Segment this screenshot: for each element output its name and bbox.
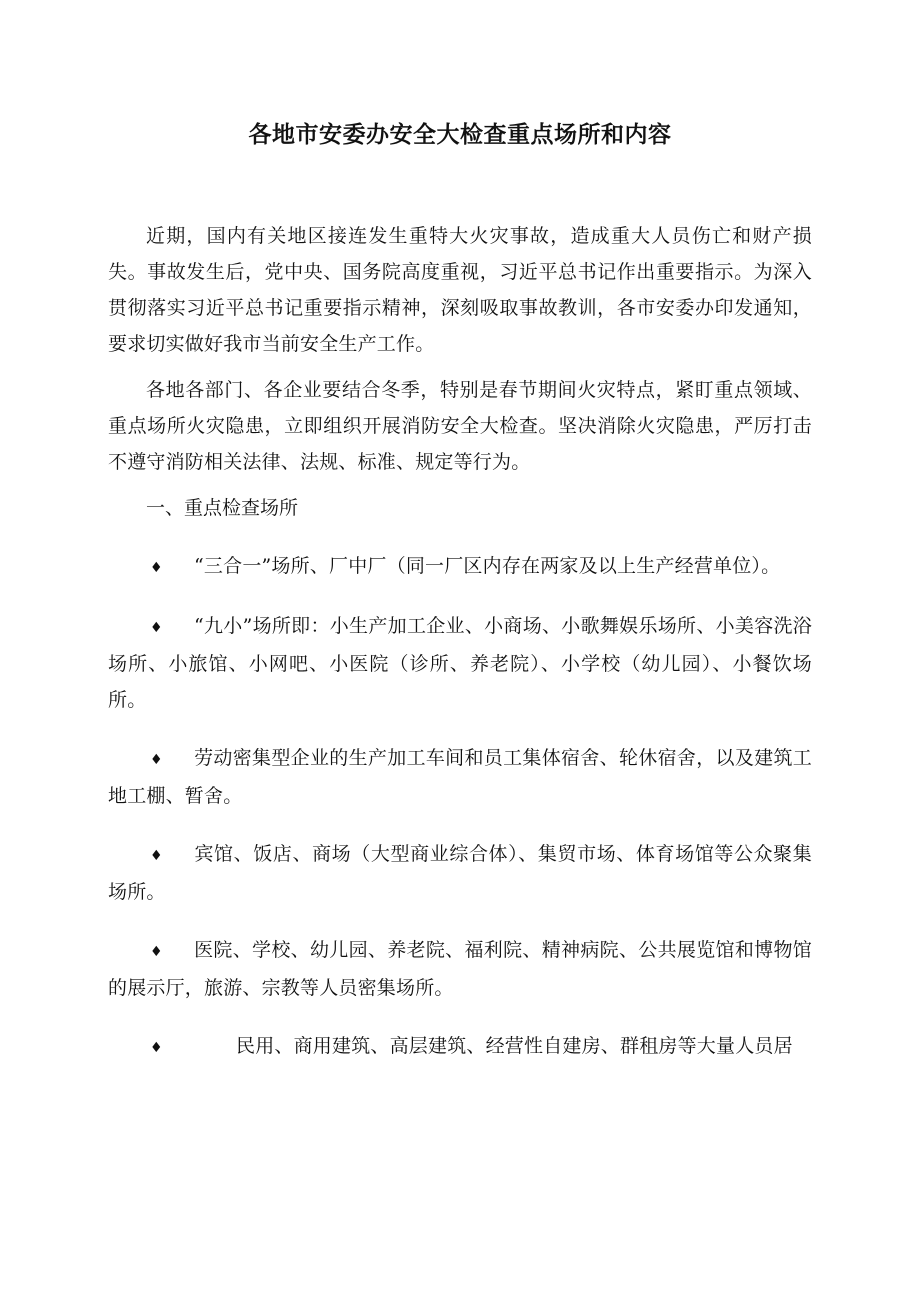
list-item <box>108 836 812 910</box>
list-item <box>108 932 812 1006</box>
diamond-bullet-icon: ♦ <box>150 620 163 636</box>
diamond-bullet-icon: ♦ <box>150 1040 163 1056</box>
diamond-bullet-icon: ♦ <box>150 944 163 960</box>
diamond-bullet-icon: ♦ <box>150 752 163 768</box>
list-item-text: “三合一”场所、厂中厂（同一厂区内存在两家及以上生产经营单位）。 <box>194 555 781 577</box>
list-item-text: 民用、商用建筑、高层建筑、经营性自建房、群租房等大量人员居 <box>236 1035 793 1057</box>
document-title: 各地市安委办安全大检查重点场所和内容 <box>248 121 672 148</box>
diamond-bullet-icon: ♦ <box>150 560 163 576</box>
list-item <box>108 548 812 586</box>
requirement-paragraph: 各地各部门、各企业要结合冬季，特别是春节期间火灾特点，紧盯重点领域、重点场所火灾隐患，立即组织开展消防安全大检查。坚决消除火灾隐患，严厉打击不遵守消防相关法律、法规、标准、规定等行为。 <box>108 379 812 473</box>
list-item <box>108 608 812 718</box>
intro-paragraph: 近期，国内有关地区接连发生重特大火灾事故，造成重大人员伤亡和财产损失。事故发生后，党中央、国务院高度重视，习近平总书记作出重要指示。为深入贯彻落实习近平总书记重要指示精神，深刻吸取事故教训，各市安委办印发通知，要求切实做好我市当前安全生产工作。 <box>108 225 812 355</box>
list-item <box>108 740 812 814</box>
list-item-text: 劳动密集型企业的生产加工车间和员工集体宿舍、轮休宿舍，以及建筑工地工棚、暂舍。 <box>108 747 812 807</box>
list-item-text: 宾馆、饭店、商场（大型商业综合体）、集贸市场、体育场馆等公众聚集场所。 <box>108 843 812 903</box>
list-item-text: 医院、学校、幼儿园、养老院、福利院、精神病院、公共展览馆和博物馆的展示厅，旅游、宗教等人员密集场所。 <box>108 939 812 999</box>
list-item-text: “九小”场所即：小生产加工企业、小商场、小歌舞娱乐场所、小美容洗浴场所、小旅馆、小网吧、小医院（诊所、养老院）、小学校（幼儿园）、小餐饮场所。 <box>108 615 812 711</box>
diamond-bullet-icon: ♦ <box>150 848 163 864</box>
list-item <box>108 1028 812 1066</box>
section-heading: 一、重点检查场所 <box>146 497 299 519</box>
